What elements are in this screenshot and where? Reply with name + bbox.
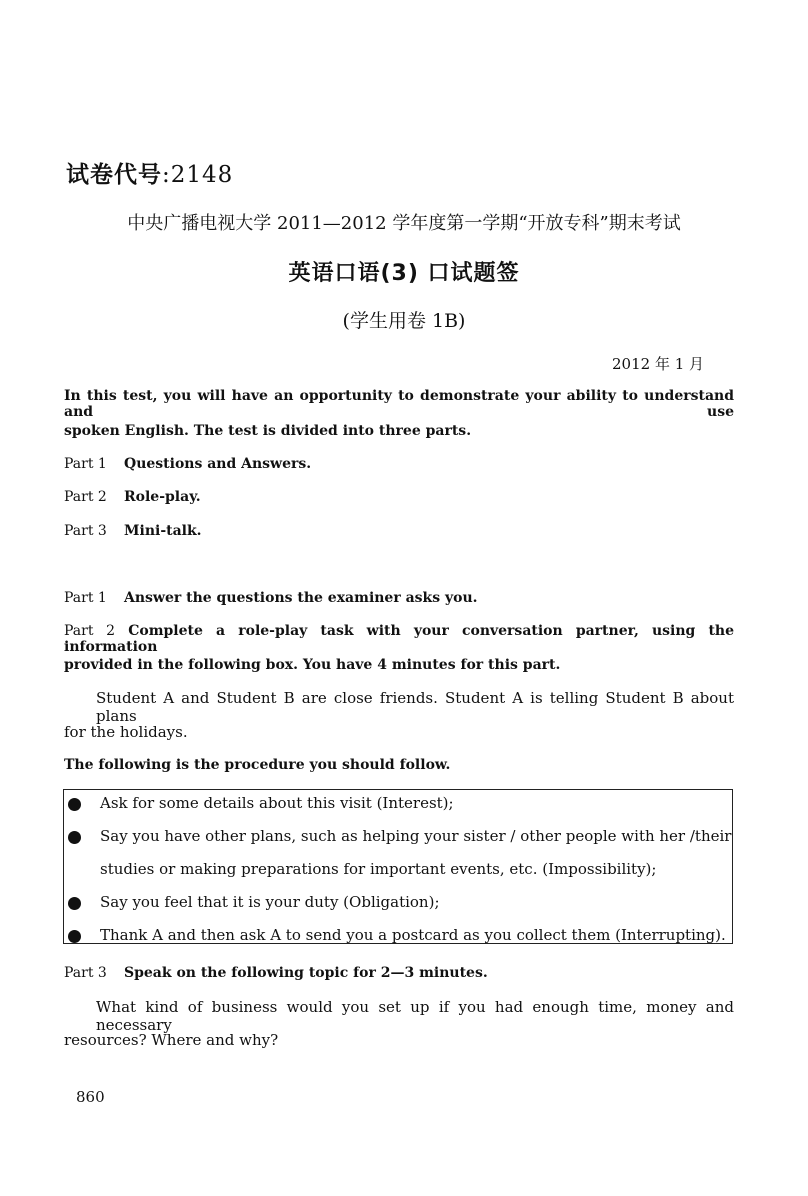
- bullet-icon: [68, 897, 81, 910]
- bullet-icon: [68, 930, 81, 943]
- exam-date: 2012 年 1 月: [612, 355, 705, 373]
- part-text: Role-play.: [124, 489, 201, 505]
- scenario-line-2: for the holidays.: [64, 723, 188, 741]
- part-text: Complete a role-play task with your conversation partner, using the information: [64, 623, 735, 655]
- topic-line-1: What kind of business would you set up if you had enough time, money and necessary: [96, 998, 734, 1034]
- page-number: 860: [76, 1088, 105, 1106]
- bullet-icon: [68, 831, 81, 844]
- intro-part-3: [64, 523, 202, 539]
- part2-instruction-line-2: provided in the following box. You have 4 minutes for this part.: [64, 657, 561, 673]
- part-text: Questions and Answers.: [124, 456, 312, 472]
- course-title: 英语口语(3) 口试题签: [288, 261, 520, 286]
- part-label: Part 1: [64, 590, 107, 606]
- scenario-line-1: Student A and Student B are close friends. Student A is telling Student B about plans: [96, 689, 734, 725]
- intro-line-2: spoken English. The test is divided into three parts.: [64, 423, 472, 439]
- paper-code: [66, 156, 233, 189]
- part3-instruction: [64, 965, 488, 981]
- paper-code-separator: :: [162, 162, 171, 188]
- intro-line-1: In this test, you will have an opportunity to demonstrate your ability to understand and use: [64, 388, 734, 420]
- part-label: Part 2: [64, 623, 116, 639]
- paper-type: (学生用卷 1B): [342, 310, 466, 332]
- procedure-heading: The following is the procedure you should follow.: [64, 757, 451, 773]
- intro-part-2: [64, 489, 201, 505]
- paper-code-value: 2148: [170, 162, 234, 188]
- part-label: Part 3: [64, 523, 107, 539]
- topic-line-2: resources? Where and why?: [64, 1031, 279, 1049]
- part2-instruction-line-1: [64, 623, 734, 655]
- part-text: Mini-talk.: [124, 523, 202, 539]
- part-text: Speak on the following topic for 2—3 minutes.: [124, 965, 488, 981]
- intro-part-1: [64, 456, 311, 472]
- exam-title: 中央广播电视大学 2011—2012 学年度第一学期“开放专科”期末考试: [127, 213, 681, 234]
- paper-code-label: 试卷代号: [66, 162, 162, 188]
- procedure-box: Ask for some details about this visit (Interest); Say you have other plans, such as helping your sister / other people with her /their studies or making preparations for important events, etc. (Impossibility); Say you feel that it is your duty (Obligation); Thank A and then ask A to send you a postcard as you collect them (Interrupting).: [63, 789, 733, 944]
- part-label: Part 2: [64, 489, 107, 505]
- part-text: Answer the questions the examiner asks you.: [124, 590, 478, 606]
- part-label: Part 1: [64, 456, 107, 472]
- part-label: Part 3: [64, 965, 107, 981]
- part1-instruction: [64, 590, 478, 606]
- bullet-icon: [68, 798, 81, 811]
